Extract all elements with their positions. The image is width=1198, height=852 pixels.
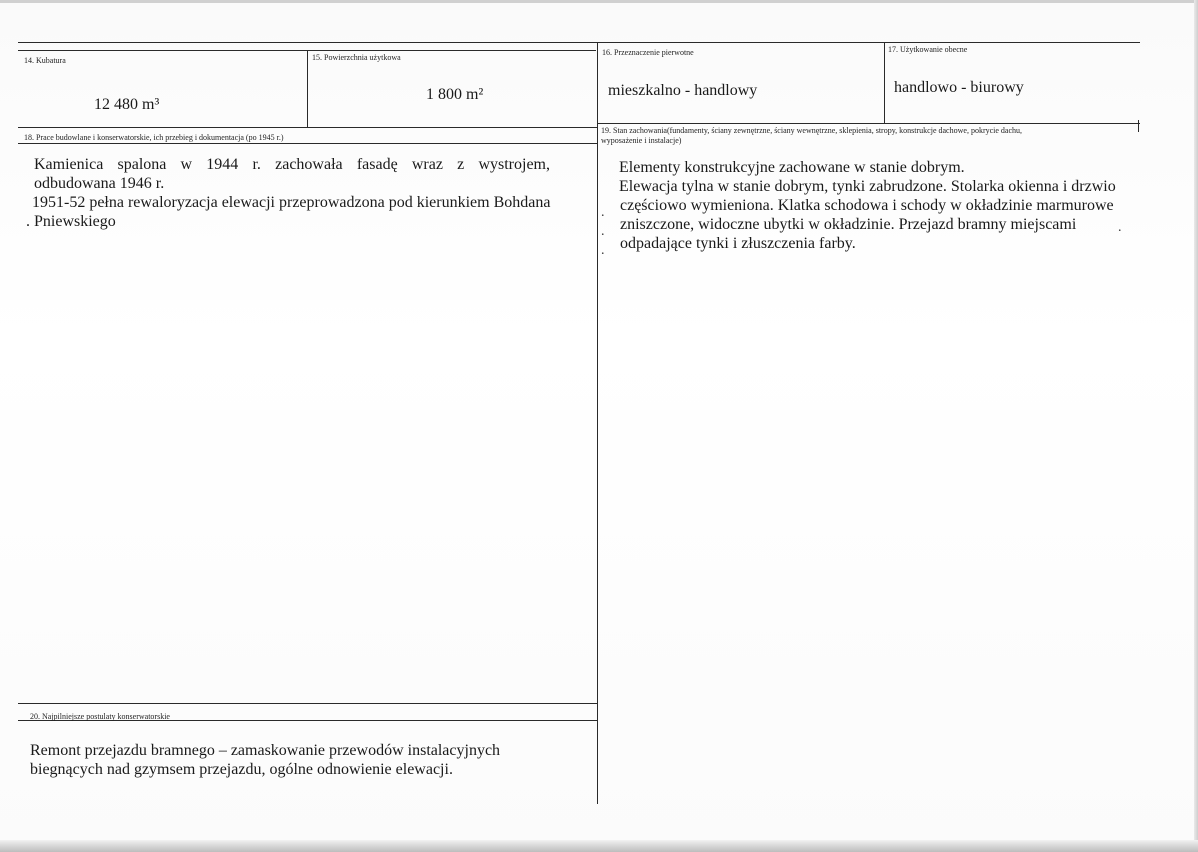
field-20-line-2: biegnących nad gzymsem przejazdu, ogólne odnowienie elewacji.	[30, 761, 453, 778]
field-17-value: handlowo - biurowy	[894, 79, 1024, 96]
scan-edge-bottom	[0, 840, 1198, 852]
field-16-label: 16. Przeznaczenie pierwotne	[602, 48, 694, 57]
rule-f20-top	[18, 703, 598, 704]
field-18-word: wystrojem,	[478, 156, 550, 173]
field-17-label: 17. Użytkowanie obecne	[888, 45, 968, 54]
field-18-word: wraz	[411, 156, 443, 173]
field-20-line-1: Remont przejazdu bramnego – zamaskowanie przewodów instalacyjnych	[30, 742, 501, 759]
rule-center	[597, 42, 598, 804]
field-18-line-3: 1951-52 pełna rewaloryzacja elewacji przeprowadzona pod kierunkiem Bohdana	[32, 194, 551, 211]
field-19-text	[618, 158, 1116, 253]
field-18-label: 18. Prace budowlane i konserwatorskie, ich przebieg i dokumentacja (po 1945 r.)	[24, 133, 284, 142]
field-20-label: 20. Najpilniejsze postulaty konserwatorskie	[30, 712, 170, 721]
field-18-line-2: odbudowana 1946 r.	[34, 175, 165, 192]
field-18-word: w	[180, 156, 193, 173]
scan-edge-right	[1194, 0, 1198, 852]
field-19-line: zniszczone, widoczne ubytki w okładzinie. Przejazd bramny miejscami	[620, 216, 1077, 233]
field-18-word: fasadę	[356, 156, 398, 173]
field-20-text	[30, 741, 500, 779]
field-19-line: częściowo wymieniona. Klatka schodowa i schody w okładzinie marmurowe	[620, 197, 1114, 214]
field-18-line-4: . Pniewskiego	[26, 213, 116, 230]
field-19-margin-dot: .	[601, 224, 605, 239]
field-19-line: odpadające tynki i złuszczenia farby.	[620, 235, 856, 252]
rule-row1-bottom-left	[18, 127, 598, 128]
rule-top	[18, 42, 1140, 43]
rule-f19-label-sep	[1138, 120, 1139, 132]
field-18-word: r.	[252, 156, 261, 173]
field-18-word: 1944	[206, 156, 239, 173]
rule-f18-label-underline	[18, 143, 598, 144]
field-15-value: 1 800 m²	[426, 86, 484, 103]
rule-col3-right	[884, 42, 885, 124]
rule-row1-bottom-right	[598, 123, 1140, 124]
field-18-word: spalona	[117, 156, 167, 173]
field-14-value: 12 480 m³	[94, 96, 160, 113]
rule-col1-right	[307, 50, 308, 128]
field-19-line: Elementy konstrukcyjne zachowane w stanie dobrym.	[619, 159, 965, 176]
field-14-label: 14. Kubatura	[24, 56, 66, 65]
field-19-label-line-1: 19. Stan zachowania(fundamenty, ściany zewnętrzne, ściany wewnętrzne, sklepienia, stropy, konstrukcje dachowe, pokrycie dachu,	[601, 126, 1023, 135]
field-19-margin-dot: .	[601, 205, 605, 220]
field-15-label: 15. Powierzchnia użytkowa	[312, 53, 401, 62]
field-16-value: mieszkalno - handlowy	[608, 82, 758, 99]
scan-edge-top	[0, 0, 1198, 3]
field-19-line: Elewacja tylna w stanie dobrym, tynki zabrudzone. Stolarka okienna i drzwio	[619, 178, 1116, 195]
field-18-line-1	[34, 155, 550, 174]
field-19-margin-dot: .	[601, 243, 605, 258]
field-18-word: z	[457, 156, 465, 173]
field-18-word: zachowała	[275, 156, 343, 173]
field-18-word: Kamienica	[34, 156, 104, 173]
field-18-text	[18, 155, 550, 231]
field-19-label-line-2: wyposażenie i instalacje)	[601, 136, 682, 145]
field-19-margin-dot: .	[1118, 220, 1122, 235]
